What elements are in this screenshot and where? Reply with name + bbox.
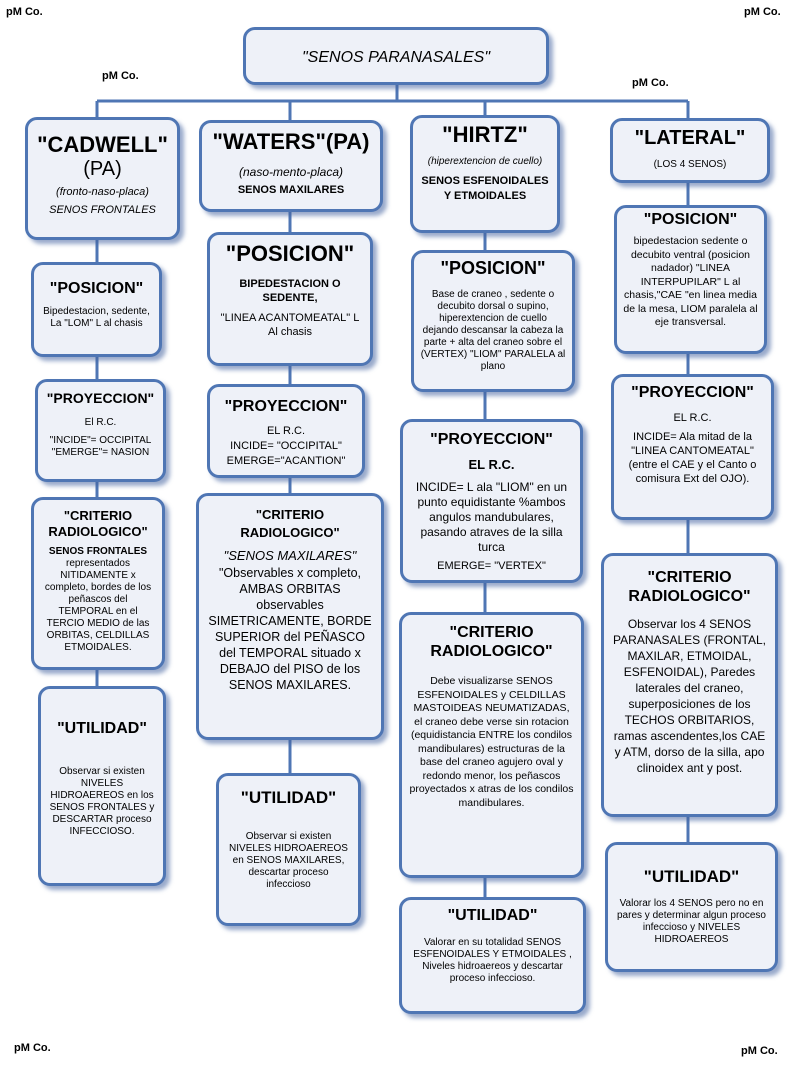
watermark-text: pM Co. xyxy=(632,77,669,89)
cadwell-utilidad-title: "UTILIDAD" xyxy=(57,720,147,737)
cadwell-criterio-box xyxy=(31,497,165,670)
cadwell-posicion-text: Bipedestacion, sedente, La "LOM" L al chasis xyxy=(43,306,150,329)
waters-posicion-line2: "LINEA ACANTOMEATAL" L Al chasis xyxy=(220,312,360,338)
root-title-box xyxy=(243,27,549,85)
cadwell-posicion-title: "POSICION" xyxy=(49,280,144,297)
waters-criterio-title: "CRITERIO RADIOLOGICO" xyxy=(240,507,340,540)
waters-posicion-title: "POSICION" xyxy=(225,241,355,266)
lateral-posicion-text: bipedestacion sedente o decubito ventral (posicion nadador) "LINEA INTERPUPILAR" L al chasis,"CAE "en linea media de la mesa, LIOM paralela al eje transversal. xyxy=(623,235,758,328)
waters-description: (naso-mento-placa) xyxy=(238,165,344,179)
waters-criterio-lead: "SENOS MAXILARES" xyxy=(223,548,357,563)
waters-utilidad-title: "UTILIDAD" xyxy=(240,788,337,807)
waters-utilidad-text: Observar si existen NIVELES HIDROAEREOS en SENOS MAXILARES, descartar proceso infeccioso xyxy=(229,831,348,890)
watermark-text: pM Co. xyxy=(6,6,43,18)
lateral-utilidad-box xyxy=(605,842,778,972)
lateral-posicion-title: "POSICION" xyxy=(643,211,738,228)
lateral-header-box xyxy=(610,118,770,183)
lateral-proyeccion-text: INCIDE= Ala mitad de la "LINEA CANTOMEATAL" (entre el CAE y el Canto o comisura Ext del OJO). xyxy=(628,431,757,485)
cadwell-description: (fronto-naso-placa) xyxy=(56,186,149,198)
lateral-proyeccion-rc: EL R.C. xyxy=(673,412,712,424)
lateral-posicion-box xyxy=(614,205,767,354)
hirtz-criterio-box xyxy=(399,612,584,878)
waters-criterio-text: "Observables x completo, AMBAS ORBITAS observables SIMETRICAMENTE, BORDE SUPERIOR del PEÑASCO del TEMPORAL situado x DEBAJO del PISO de los SENOS MAXILARES. xyxy=(208,566,372,692)
lateral-utilidad-title: "UTILIDAD" xyxy=(643,867,740,886)
watermark-text: pM Co. xyxy=(102,70,139,82)
cadwell-criterio-text: representados NITIDAMENTE x completo, bordes de los peñascos del TEMPORAL en el TERCIO MEDIO de las ORBITAS, CELDILLAS ETMOIDALES. xyxy=(44,558,152,653)
cadwell-title: "CADWELL" xyxy=(37,132,168,157)
hirtz-proyeccion-text: INCIDE= L ala "LIOM" en un punto equidistante %ambos angulos mandubulares, pasando atraves de la silla turca xyxy=(415,480,568,554)
waters-proyeccion-rc: EL R.C. xyxy=(266,425,306,437)
hirtz-posicion-box xyxy=(411,250,575,392)
hirtz-criterio-text: Debe visualizarse SENOS ESFENOIDALES y CELDILLAS MASTOIDEAS NEUMATIZADAS, el craneo debe verse sin rotacion (equidistancia ENTRE los condilos mandibulares) estructuras de la base del craneo agujero oval y redondo menor, los peñascos proyectados x atras de los condilos mandibulares. xyxy=(409,675,574,809)
waters-proyeccion-emerge: EMERGE="ACANTION" xyxy=(226,455,346,467)
hirtz-target: SENOS ESFENOIDALES Y ETMOIDALES xyxy=(421,175,549,202)
root-title: "SENOS PARANASALES" xyxy=(301,49,490,66)
hirtz-proyeccion-title: "PROYECCION" xyxy=(430,431,553,448)
waters-target: SENOS MAXILARES xyxy=(237,184,345,196)
lateral-proyeccion-title: "PROYECCION" xyxy=(631,384,754,401)
cadwell-subtitle: (PA) xyxy=(83,158,122,180)
waters-proyeccion-box xyxy=(207,384,365,478)
cadwell-utilidad-text: Observar si existen NIVELES HIDROAEREOS en los SENOS FRONTALES y DESCARTAR proceso INFECCIOSO. xyxy=(49,766,155,837)
watermark-text: pM Co. xyxy=(744,6,781,18)
cadwell-criterio-title: "CRITERIO RADIOLOGICO" xyxy=(48,508,148,539)
hirtz-utilidad-text: Valorar en su totalidad SENOS ESFENOIDALES Y ETMOIDALES , Niveles hidroaereos y descartar proceso infeccioso. xyxy=(413,937,572,984)
waters-posicion-box xyxy=(207,232,373,366)
waters-criterio-box xyxy=(196,493,384,740)
lateral-description: (LOS 4 SENOS) xyxy=(653,159,727,170)
hirtz-description: (hiperextencion de cuello) xyxy=(427,156,543,167)
hirtz-utilidad-box xyxy=(399,897,586,1014)
cadwell-proyeccion-emerge: "EMERGE"= NASION xyxy=(51,447,150,458)
hirtz-posicion-title: "POSICION" xyxy=(440,258,546,278)
watermark-text: pM Co. xyxy=(741,1045,778,1057)
hirtz-utilidad-title: "UTILIDAD" xyxy=(447,907,538,924)
lateral-criterio-box xyxy=(601,553,778,817)
waters-header-box xyxy=(199,120,383,212)
lateral-criterio-title: "CRITERIO RADIOLOGICO" xyxy=(628,569,751,605)
hirtz-proyeccion-rc: EL R.C. xyxy=(468,457,515,472)
cadwell-proyeccion-title: "PROYECCION" xyxy=(46,390,155,406)
cadwell-criterio-lead: SENOS FRONTALES xyxy=(48,546,148,557)
waters-proyeccion-title: "PROYECCION" xyxy=(224,398,348,415)
waters-posicion-line1: BIPEDESTACION O SEDENTE, xyxy=(239,278,341,304)
hirtz-proyeccion-box xyxy=(400,419,583,583)
hirtz-title: "HIRTZ" xyxy=(442,122,528,147)
cadwell-proyeccion-box xyxy=(35,379,166,482)
lateral-proyeccion-box xyxy=(611,374,774,520)
hirtz-criterio-title: "CRITERIO RADIOLOGICO" xyxy=(430,624,553,660)
cadwell-target: SENOS FRONTALES xyxy=(49,204,156,216)
lateral-criterio-text: Observar los 4 SENOS PARANASALES (FRONTAL, MAXILAR, ETMOIDAL, ESFENOIDAL), Paredes laterales del craneo, superposiciones de los TECHOS ORBITARIOS, ramas ascendentes,los CAE y ATM, dorso de la silla, apo clinoidex ant y post. xyxy=(613,617,766,775)
waters-title: "WATERS"(PA) xyxy=(212,129,370,154)
waters-proyeccion-incide: INCIDE= "OCCIPITAL" xyxy=(230,440,342,452)
cadwell-proyeccion-incide: "INCIDE"= OCCIPITAL xyxy=(49,435,152,446)
hirtz-header-box xyxy=(410,115,560,233)
watermark-text: pM Co. xyxy=(14,1042,51,1054)
lateral-title: "LATERAL" xyxy=(634,127,746,149)
cadwell-proyeccion-rc: El R.C. xyxy=(84,417,117,428)
hirtz-posicion-text: Base de craneo , sedente o decubito dorsal o supino, hiperextencion de cuello dejando descansar la cabeza la parte + alta del craneo sobre el (VERTEX) "LIOM" PARALELA al plano xyxy=(420,289,566,372)
lateral-utilidad-text: Valorar los 4 SENOS pero no en pares y determinar algun proceso infeccioso y NIVELES HIDROAEREOS xyxy=(617,898,766,945)
cadwell-header-box xyxy=(25,117,180,240)
cadwell-posicion-box xyxy=(31,262,162,357)
waters-utilidad-box xyxy=(216,773,361,926)
cadwell-utilidad-box xyxy=(38,686,166,886)
hirtz-proyeccion-emerge: EMERGE= "VERTEX" xyxy=(437,560,546,572)
